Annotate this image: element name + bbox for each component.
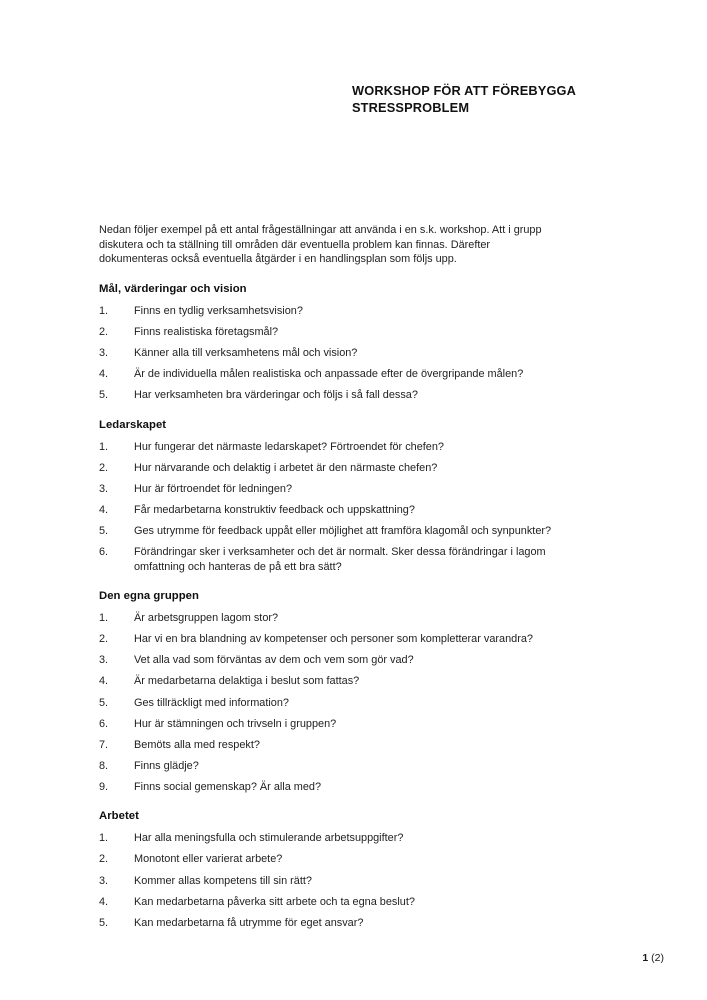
intro-line-2: diskutera och ta ställning till områden där eventuella problem kan finnas. Därefter [99,238,491,251]
list-item-number: 8. [99,759,109,772]
list-item-number: 2. [99,633,109,646]
list-item [99,831,595,846]
list-item-text: Är medarbetarna delaktiga i beslut som fattas? [134,675,360,688]
list-item-number: 4. [99,675,109,688]
list-item [99,780,595,795]
list-item-text: Finns social gemenskap? Är alla med? [134,780,322,793]
list-item-text: Hur är stämningen och trivseln i gruppen? [134,717,337,730]
intro-line-3: dokumenteras också eventuella åtgärder i en handlingsplan som följs upp. [99,253,457,266]
list-item-text: Finns en tydlig verksamhetsvision? [134,304,303,317]
list-item-number: 1. [99,832,109,845]
page-number-current: 1 [642,952,649,964]
question-list [99,611,595,794]
list-item-number: 4. [99,895,109,908]
list-item-text: Känner alla till verksamhetens mål och vision? [134,346,358,359]
section-heading: Arbetet [99,810,139,823]
list-item-number: 3. [99,482,109,495]
list-item-number: 1. [99,440,109,453]
list-item [99,545,595,574]
list-item-text: Förändringar sker i verksamheter och det är normalt. Sker dessa förändringar i lagom omfattning och hanteras de på ett bra sätt? [134,546,546,573]
list-item-text: Får medarbetarna konstruktiv feedback och uppskattning? [134,503,415,516]
list-item-text: Har verksamheten bra värderingar och följs i så fall dessa? [134,389,418,402]
list-item-text: Bemöts alla med respekt? [134,738,260,751]
list-item [99,304,595,319]
list-item [99,852,595,867]
list-item-text: Hur är förtroendet för ledningen? [134,482,293,495]
list-item [99,611,595,626]
list-item [99,874,595,889]
page-number-total: (2) [651,952,664,964]
section-arbetet [99,809,595,930]
list-item [99,632,595,647]
list-item [99,759,595,774]
list-item [99,440,595,455]
list-item-text: Kommer allas kompetens till sin rätt? [134,874,312,887]
list-item [99,717,595,732]
list-item-number: 6. [99,717,109,730]
list-item-number: 5. [99,389,109,402]
list-item-number: 3. [99,874,109,887]
list-item-text: Hur närvarande och delaktig i arbetet är den närmaste chefen? [134,461,438,474]
list-item-number: 7. [99,738,109,751]
intro-line-1: Nedan följer exempel på ett antal frågeställningar att använda i en s.k. workshop. Att i grupp [99,224,542,236]
list-item-number: 5. [99,525,109,538]
intro-paragraph [99,223,591,267]
list-item-number: 2. [99,325,109,338]
document-title [352,82,652,116]
list-item [99,916,595,931]
section-mal-varderingar-och-vision [99,282,595,403]
list-item [99,738,595,753]
list-item [99,895,595,910]
section-ledarskapet [99,418,595,574]
question-list [99,440,595,574]
list-item-number: 4. [99,368,109,381]
list-item-text: Är de individuella målen realistiska och anpassade efter de övergripande målen? [134,368,524,381]
list-item [99,696,595,711]
document-title-line-1: WORKSHOP FÖR ATT FÖREBYGGA [352,83,577,98]
question-list [99,304,595,403]
list-item-text: Har vi en bra blandning av kompetenser och personer som kompletterar varandra? [134,633,533,646]
list-item [99,346,595,361]
list-item-number: 2. [99,461,109,474]
section-heading: Den egna gruppen [99,590,199,603]
list-item-number: 2. [99,853,109,866]
list-item-number: 5. [99,696,109,709]
list-item [99,503,595,518]
list-item-text: Finns realistiska företagsmål? [134,325,279,338]
list-item-number: 1. [99,612,109,625]
section-den-egna-gruppen [99,589,595,794]
list-item-text: Monotont eller varierat arbete? [134,853,283,866]
list-item [99,482,595,497]
list-item [99,388,595,403]
list-item-text: Ges utrymme för feedback uppåt eller möjlighet att framföra klagomål och synpunkter? [134,525,552,538]
list-item-text: Hur fungerar det närmaste ledarskapet? Förtroendet för chefen? [134,440,444,453]
document-title-line-2: STRESSPROBLEM [352,100,470,115]
list-item [99,325,595,340]
section-heading: Mål, värderingar och vision [99,282,247,295]
list-item [99,674,595,689]
list-item-number: 1. [99,304,109,317]
list-item-text: Vet alla vad som förväntas av dem och vem som gör vad? [134,654,414,667]
list-item-number: 6. [99,546,109,559]
list-item-number: 3. [99,346,109,359]
document-body [99,223,595,930]
list-item-text: Ges tillräckligt med information? [134,696,289,709]
list-item-number: 4. [99,503,109,516]
list-item [99,461,595,476]
list-item-text: Kan medarbetarna påverka sitt arbete och ta egna beslut? [134,895,415,908]
list-item-text: Är arbetsgruppen lagom stor? [134,612,279,625]
question-list [99,831,595,930]
page-footer [642,952,664,964]
list-item-text: Kan medarbetarna få utrymme för eget ansvar? [134,916,364,929]
list-item-number: 5. [99,916,109,929]
section-heading: Ledarskapet [99,418,167,431]
list-item [99,367,595,382]
list-item-number: 9. [99,780,109,793]
list-item-number: 3. [99,654,109,667]
list-item [99,524,595,539]
list-item-text: Har alla meningsfulla och stimulerande arbetsuppgifter? [134,832,404,845]
list-item [99,653,595,668]
list-item-text: Finns glädje? [134,759,199,772]
